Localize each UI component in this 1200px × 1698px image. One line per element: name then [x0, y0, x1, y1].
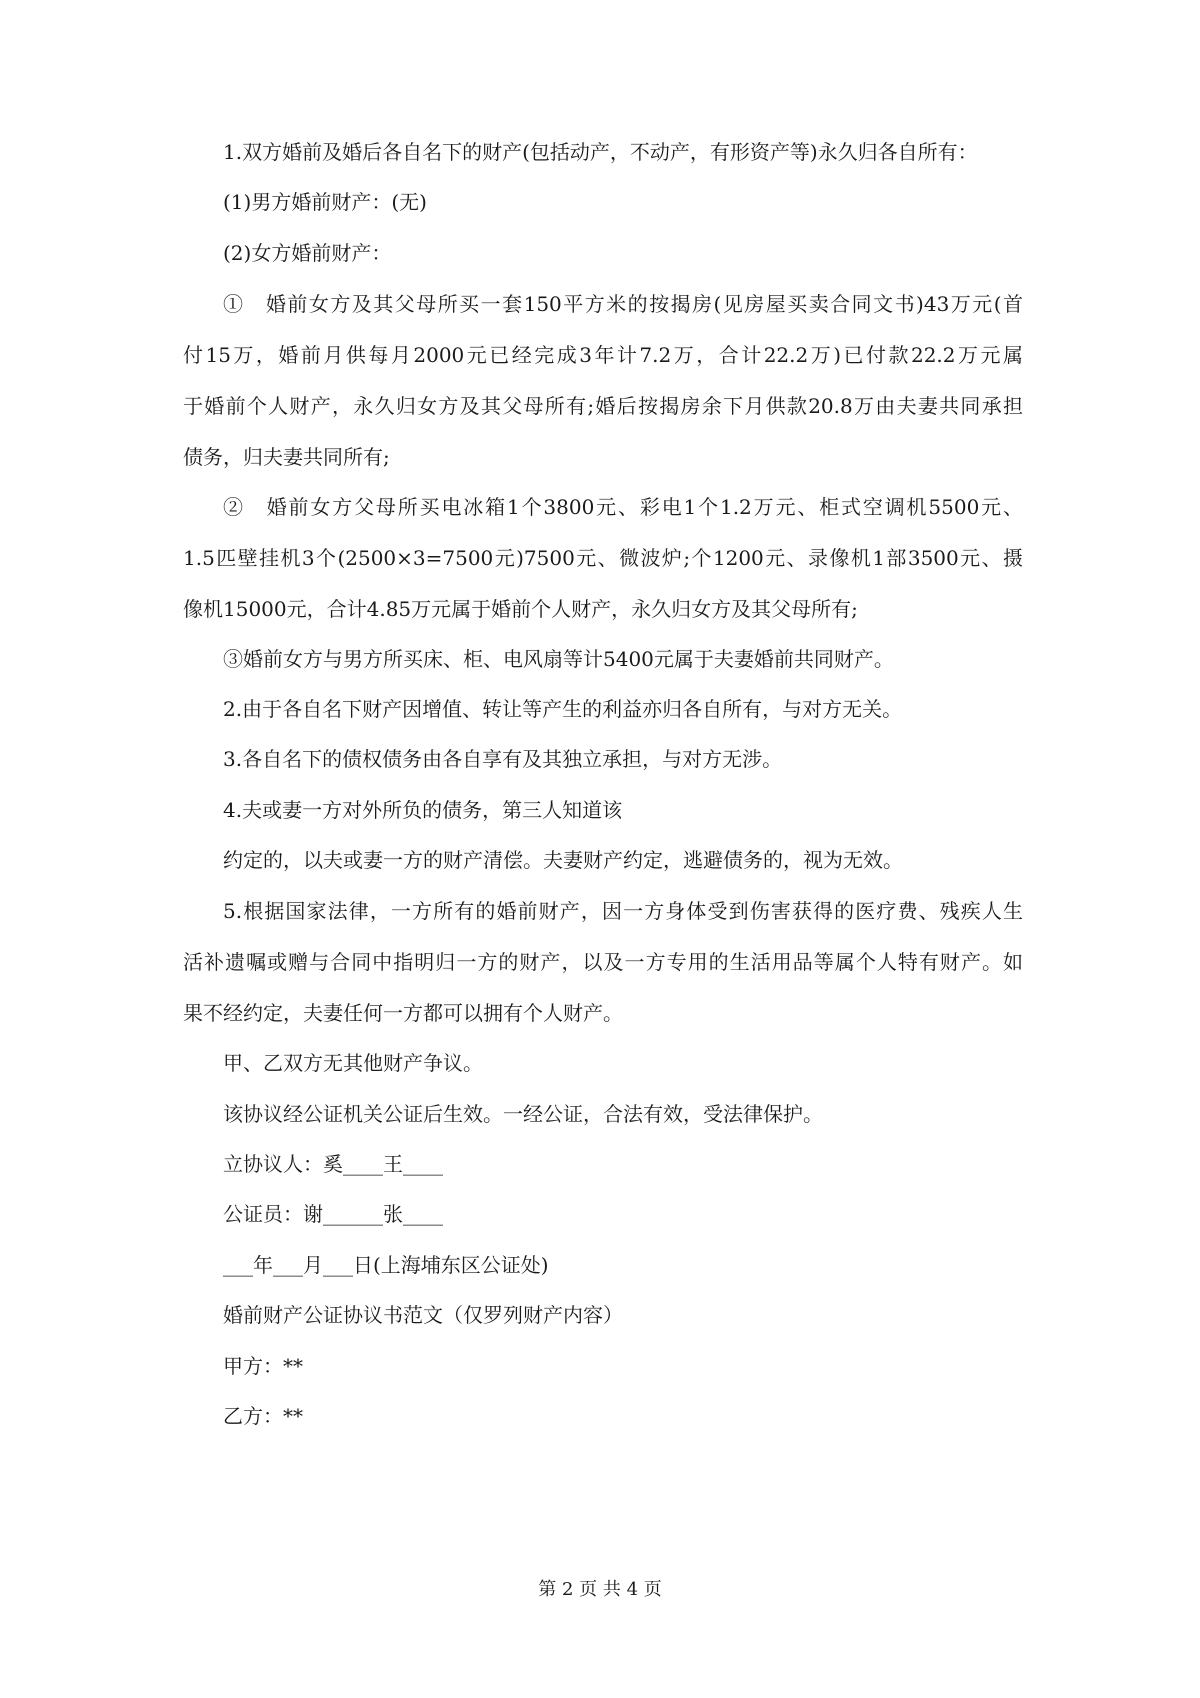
page-number-footer: 第 2 页 共 4 页: [538, 1579, 662, 1600]
paragraph-line: ② 婚前女方父母所买电冰箱1个3800元、彩电1个1.2万元、柜式空调机5500元、: [223, 495, 1023, 519]
paragraph-line: 债务，归夫妻共同所有;: [183, 445, 390, 469]
paragraph-line: ___年___月___日(上海埔东区公证处): [223, 1253, 549, 1277]
paragraph-line: 果不经约定，夫妻任何一方都可以拥有个人财产。: [183, 1001, 623, 1025]
paragraph-line: 1.5匹壁挂机3个(2500×3=7500元)7500元、微波炉;个1200元、录像机1部3500元、摄: [183, 546, 1023, 570]
wife-property-item-2: [183, 493, 1023, 623]
clause-3-paragraph: [223, 745, 782, 773]
paragraph-line: 公证员：谢______张____: [223, 1202, 443, 1226]
wife-property-heading: [223, 239, 391, 267]
party-a-line: [223, 1352, 303, 1380]
clause-1-paragraph: [223, 138, 978, 166]
template-title-line: [223, 1301, 623, 1329]
paragraph-line: 1.双方婚前及婚后各自名下的财产(包括动产，不动产，有形资产等)永久归各自所有：: [223, 140, 978, 164]
paragraph-line: 立协议人：奚____王____: [223, 1152, 443, 1176]
paragraph-line: (2)女方婚前财产：: [223, 241, 392, 265]
clause-5-paragraph: [183, 897, 1023, 1027]
paragraph-line: 甲、乙双方无其他财产争议。: [223, 1051, 483, 1075]
paragraph-line: 4.夫或妻一方对外所负的债务，第三人知道该: [223, 798, 623, 822]
signatories-line: [223, 1150, 443, 1178]
no-dispute-statement: [223, 1049, 483, 1077]
paragraph-line: (1)男方婚前财产：(无): [223, 190, 427, 214]
document-page: [183, 138, 1023, 1558]
paragraph-line: 2.由于各自名下财产因增值、转让等产生的利益亦归各自所有，与对方无关。: [223, 697, 903, 721]
paragraph-line: 该协议经公证机关公证后生效。一经公证，合法有效，受法律保护。: [223, 1102, 823, 1126]
notary-line: [223, 1200, 443, 1228]
wife-property-item-1: [183, 290, 1023, 471]
paragraph-line: 像机15000元，合计4.85万元属于婚前个人财产，永久归女方及其父母所有;: [183, 597, 858, 621]
effectiveness-statement: [223, 1100, 823, 1128]
paragraph-line: 3.各自名下的债权债务由各自享有及其独立承担，与对方无涉。: [223, 747, 783, 771]
paragraph-line: 婚前财产公证协议书范文（仅罗列财产内容）: [223, 1303, 623, 1327]
paragraph-line: 活补遗嘱或赠与合同中指明归一方的财产，以及一方专用的生活用品等属个人特有财产。如: [183, 950, 1023, 974]
clause-2-paragraph: [223, 695, 902, 723]
husband-property-heading: [223, 188, 427, 216]
paragraph-line: 5.根据国家法律，一方所有的婚前财产，因一方身体受到伤害获得的医疗费、残疾人生: [223, 899, 1023, 923]
wife-property-item-3: [223, 645, 894, 673]
party-b-line: [223, 1402, 303, 1430]
clause-4-continuation: [223, 846, 903, 874]
date-line: [223, 1251, 549, 1279]
paragraph-line: ③婚前女方与男方所买床、柜、电风扇等计5400元属于夫妻婚前共同财产。: [223, 647, 894, 671]
paragraph-line: 甲方：**: [223, 1354, 303, 1378]
paragraph-line: ① 婚前女方及其父母所买一套150平方米的按揭房(见房屋买卖合同文书)43万元(首: [223, 292, 1023, 316]
paragraph-line: 付15万，婚前月供每月2000元已经完成3年计7.2万，合计22.2万)已付款22.2万元属: [183, 343, 1023, 367]
paragraph-line: 于婚前个人财产，永久归女方及其父母所有;婚后按揭房余下月供款20.8万由夫妻共同承担: [183, 394, 1023, 418]
paragraph-line: 约定的，以夫或妻一方的财产清偿。夫妻财产约定，逃避债务的，视为无效。: [223, 848, 903, 872]
paragraph-line: 乙方：**: [223, 1404, 303, 1428]
clause-4-paragraph: [223, 796, 622, 824]
